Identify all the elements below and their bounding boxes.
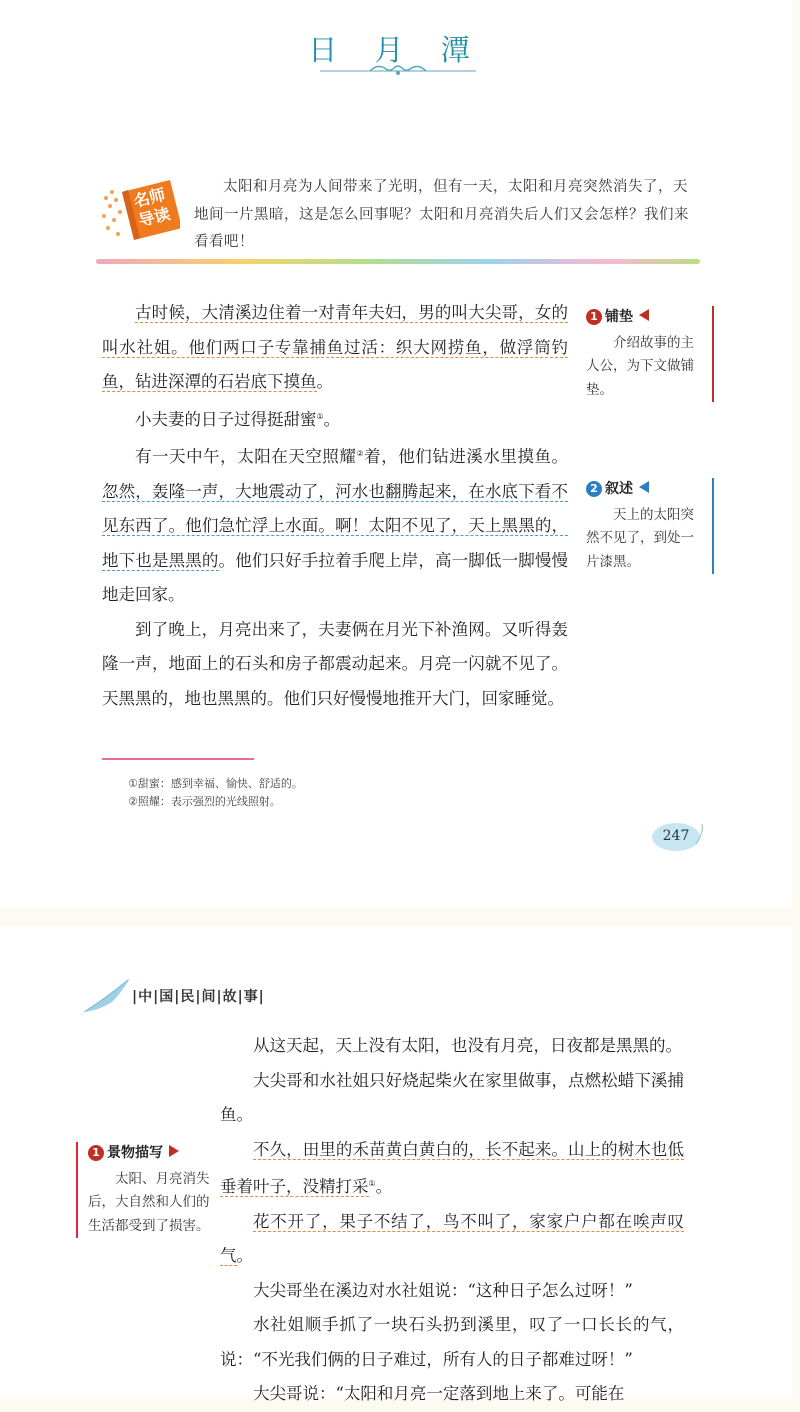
paragraph: 大尖哥坐在溪边对水社姐说：“这种日子怎么过呀！” — [253, 1280, 633, 1300]
story-text — [102, 296, 568, 716]
paragraph: 到了晚上，月亮出来了，夫妻俩在月光下补渔网。又听得轰隆一声，地面上的石头和房子都震动起来。月亮一闪就不见了。天黑黑的，地也黑黑的。他们只好慢慢地推开大门，回家睡觉。 — [102, 619, 568, 708]
note-number: 2 — [586, 481, 602, 497]
page-title: 日 月 潭 — [308, 33, 484, 67]
teacher-guide-label: 名师 导读 — [131, 184, 173, 231]
underlined-text: 花不开了，果子不结了，鸟不叫了，家家户户都在唉声叹气 — [220, 1211, 684, 1265]
paragraph: 大尖哥和水社姐只好烧起柴火在家里做事，点燃松蜡下溪捕鱼。 — [220, 1070, 684, 1124]
intro-text: 太阳和月亮为人间带来了光明，但有一天，太阳和月亮突然消失了，天地间一片黑暗，这是怎么回事呢？太阳和月亮消失后人们又会怎样？我们来看看吧！ — [194, 179, 689, 250]
paragraph: 大尖哥说：“太阳和月亮一定落到地上来了。可能在 — [253, 1384, 625, 1403]
paragraph: 小夫妻的日子过得挺甜蜜①。 — [135, 409, 341, 429]
footnote: ②照耀：表示强烈的光线照射。 — [128, 795, 281, 808]
page-248 — [0, 926, 792, 1403]
footnote-marker: ① — [368, 1179, 376, 1188]
footnotes — [128, 775, 303, 811]
paragraph: 从这天起，天上没有太阳，也没有月亮，日夜都是黑黑的。 — [253, 1036, 682, 1055]
page-number: 247 — [652, 820, 708, 854]
note-number: 1 — [88, 1145, 104, 1161]
paragraph: 不久，田里的禾苗黄白黄白的，长不起来。山上的树木也低垂着叶子，没精打采①。 — [220, 1139, 684, 1196]
teacher-guide-box — [96, 170, 702, 265]
footnote-marker: ② — [356, 449, 365, 458]
footnote-marker: ① — [316, 411, 324, 421]
paragraph: 水社姐顺手抓了一块石头扔到溪里，叹了一口长长的气，说：“不光我们俩的日子难过，所有人的日子都难过呀！” — [220, 1315, 684, 1369]
story-text — [220, 1029, 684, 1412]
margin-note-scenery: 1 景物描写 太阳、月亮消失后，大自然和人们的生活都受到了损害。 — [76, 1142, 212, 1238]
margin-note-narration: 2 叙述 天上的太阳突然不见了，到处一片漆黑。 — [586, 478, 714, 574]
triangle-left-icon — [639, 309, 649, 321]
intro-divider — [96, 259, 700, 264]
underlined-text: 不久，田里的禾苗黄白黄白的，长不起来。山上的树木也低垂着叶子，没精打采 — [220, 1139, 684, 1196]
margin-note-foreshadow: 1 铺垫 介绍故事的主人公，为下文做铺垫。 — [586, 306, 714, 402]
paragraph: 花不开了，果子不结了，鸟不叫了，家家户户都在唉声叹气。 — [220, 1211, 684, 1265]
footnote-divider — [102, 758, 254, 760]
paragraph: 有一天中午，太阳在天空照耀②着，他们钻进溪水里摸鱼。忽然，轰隆一声，大地震动了，河水也翻腾起来，在水底下看不见东西了。他们急忙浮上水面。啊！太阳不见了，天上黑黑的，地下也是黑黑的。他们只好手拉着手爬上岸，高一脚低一脚慢慢地走回家。 — [102, 447, 569, 604]
underlined-text: 古时候，大清溪边住着一对青年夫妇，男的叫大尖哥，女的叫水社姐。他们两口子专靠捕鱼过活：织大网捞鱼，做浮筒钓鱼，钻进深潭的石岩底下摸鱼 — [102, 303, 568, 391]
footnote: ①甜蜜：感到幸福、愉快、舒适的。 — [128, 777, 303, 790]
title-ornament — [320, 62, 476, 78]
paragraph: 古时候，大清溪边住着一对青年夫妇，男的叫大尖哥，女的叫水社姐。他们两口子专靠捕鱼过活：织大网捞鱼，做浮筒钓鱼，钻进深潭的石岩底下摸鱼。 — [102, 303, 568, 391]
note-number: 1 — [586, 309, 602, 325]
triangle-right-icon — [169, 1145, 179, 1157]
series-title: |中|国|民|间|故|事| — [132, 989, 265, 1005]
underlined-text: 忽然，轰隆一声，大地震动了，河水也翻腾起来，在水底下看不见东西了。他们急忙浮上水面。啊！太阳不见了，天上黑黑的，地下也是黑黑的 — [102, 481, 568, 570]
triangle-left-icon — [639, 481, 649, 493]
